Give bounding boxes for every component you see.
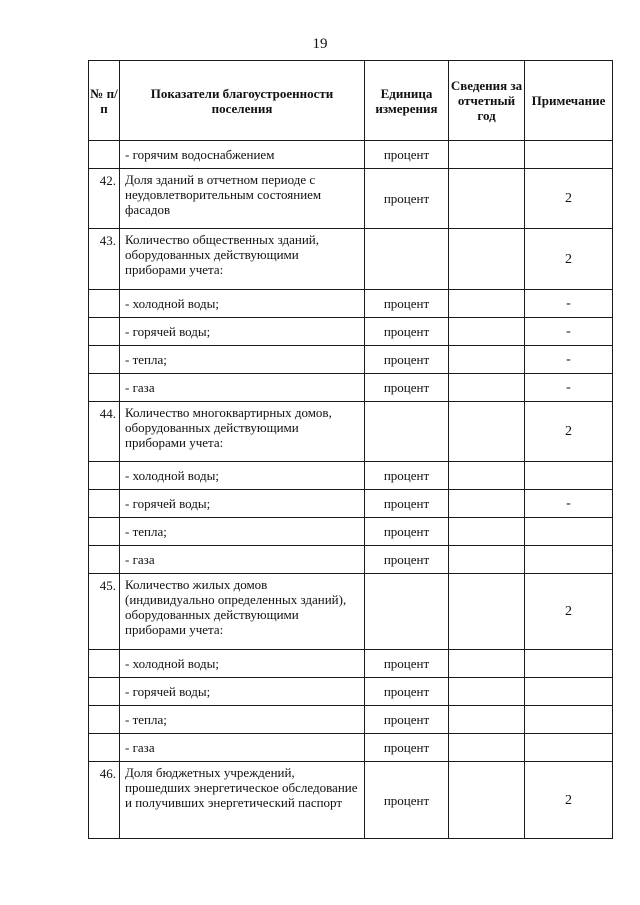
page-number: 19 — [312, 36, 328, 52]
row-number — [89, 346, 120, 374]
row-unit: процент — [365, 518, 449, 546]
row-indicator: - холодной воды; — [120, 650, 365, 678]
table-row — [89, 678, 613, 706]
row-note: 2 — [525, 574, 613, 650]
table-row — [89, 462, 613, 490]
table-row — [89, 229, 613, 290]
table-row — [89, 574, 613, 650]
table-row — [89, 346, 613, 374]
header-num: № п/п — [89, 61, 120, 141]
row-report — [449, 490, 525, 518]
row-note: - — [525, 318, 613, 346]
row-report — [449, 762, 525, 839]
row-number — [89, 462, 120, 490]
table-row — [89, 546, 613, 574]
table-row — [89, 141, 613, 169]
row-number: 42. — [89, 169, 120, 229]
row-note — [525, 678, 613, 706]
row-indicator: - холодной воды; — [120, 290, 365, 318]
row-indicator: - газа — [120, 374, 365, 402]
row-unit: процент — [365, 490, 449, 518]
row-number: 43. — [89, 229, 120, 290]
row-unit: процент — [365, 546, 449, 574]
table-row — [89, 650, 613, 678]
row-number: 45. — [89, 574, 120, 650]
row-indicator: Количество жилых домов (индивидуально определенных зданий), оборудованных действующими приборами учета: — [120, 574, 365, 650]
row-indicator: Доля бюджетных учреждений, прошедших энергетическое обследование и получивших энергетический паспорт — [120, 762, 365, 839]
row-number — [89, 318, 120, 346]
row-report — [449, 169, 525, 229]
row-indicator: - горячим водоснабжением — [120, 141, 365, 169]
row-note: - — [525, 346, 613, 374]
row-unit: процент — [365, 650, 449, 678]
row-indicator: Доля зданий в отчетном периоде с неудовлетворительным состоянием фасадов — [120, 169, 365, 229]
row-indicator: - холодной воды; — [120, 462, 365, 490]
row-note: - — [525, 290, 613, 318]
row-number — [89, 290, 120, 318]
row-number: 44. — [89, 402, 120, 462]
row-indicator: - газа — [120, 734, 365, 762]
row-unit: процент — [365, 141, 449, 169]
row-unit: процент — [365, 462, 449, 490]
row-report — [449, 346, 525, 374]
row-number — [89, 141, 120, 169]
table-row — [89, 762, 613, 839]
row-number — [89, 490, 120, 518]
row-report — [449, 574, 525, 650]
row-unit — [365, 229, 449, 290]
row-number — [89, 678, 120, 706]
row-report — [449, 678, 525, 706]
row-unit: процент — [365, 374, 449, 402]
row-indicator: - тепла; — [120, 706, 365, 734]
table-row — [89, 318, 613, 346]
table-row — [89, 734, 613, 762]
row-indicator: - тепла; — [120, 518, 365, 546]
row-report — [449, 518, 525, 546]
row-indicator: Количество многоквартирных домов, оборудованных действующими приборами учета: — [120, 402, 365, 462]
row-unit — [365, 574, 449, 650]
row-indicator: - горячей воды; — [120, 318, 365, 346]
row-number: 46. — [89, 762, 120, 839]
row-unit: процент — [365, 290, 449, 318]
row-report — [449, 402, 525, 462]
row-report — [449, 706, 525, 734]
row-indicator: - газа — [120, 546, 365, 574]
row-unit — [365, 402, 449, 462]
row-note — [525, 734, 613, 762]
row-unit: процент — [365, 734, 449, 762]
table-row — [89, 169, 613, 229]
table-row — [89, 706, 613, 734]
row-unit: процент — [365, 678, 449, 706]
row-number — [89, 518, 120, 546]
row-unit: процент — [365, 762, 449, 839]
row-indicator: - тепла; — [120, 346, 365, 374]
row-report — [449, 290, 525, 318]
row-note — [525, 518, 613, 546]
row-number — [89, 734, 120, 762]
header-report: Сведения за отчетный год — [449, 61, 525, 141]
row-unit: процент — [365, 169, 449, 229]
row-number — [89, 650, 120, 678]
row-report — [449, 462, 525, 490]
indicators-table — [88, 60, 613, 839]
row-note — [525, 650, 613, 678]
row-report — [449, 734, 525, 762]
row-unit: процент — [365, 318, 449, 346]
row-number — [89, 706, 120, 734]
table-header-row — [89, 61, 613, 141]
row-note — [525, 706, 613, 734]
row-indicator: Количество общественных зданий, оборудованных действующими приборами учета: — [120, 229, 365, 290]
row-note: - — [525, 374, 613, 402]
table-row — [89, 290, 613, 318]
row-unit: процент — [365, 346, 449, 374]
table-row — [89, 490, 613, 518]
row-note — [525, 546, 613, 574]
row-report — [449, 374, 525, 402]
row-number — [89, 546, 120, 574]
header-indicator: Показатели благоустроенности поселения — [120, 61, 365, 141]
row-report — [449, 141, 525, 169]
row-indicator: - горячей воды; — [120, 678, 365, 706]
row-note: 2 — [525, 169, 613, 229]
row-number — [89, 374, 120, 402]
row-indicator: - горячей воды; — [120, 490, 365, 518]
row-report — [449, 650, 525, 678]
header-note: Примечание — [525, 61, 613, 141]
row-report — [449, 546, 525, 574]
row-report — [449, 318, 525, 346]
table-row — [89, 518, 613, 546]
header-unit: Единица измерения — [365, 61, 449, 141]
row-note — [525, 141, 613, 169]
row-note: - — [525, 490, 613, 518]
row-unit: процент — [365, 706, 449, 734]
table-row — [89, 374, 613, 402]
row-report — [449, 229, 525, 290]
row-note — [525, 462, 613, 490]
row-note: 2 — [525, 229, 613, 290]
table-row — [89, 402, 613, 462]
row-note: 2 — [525, 762, 613, 839]
row-note: 2 — [525, 402, 613, 462]
